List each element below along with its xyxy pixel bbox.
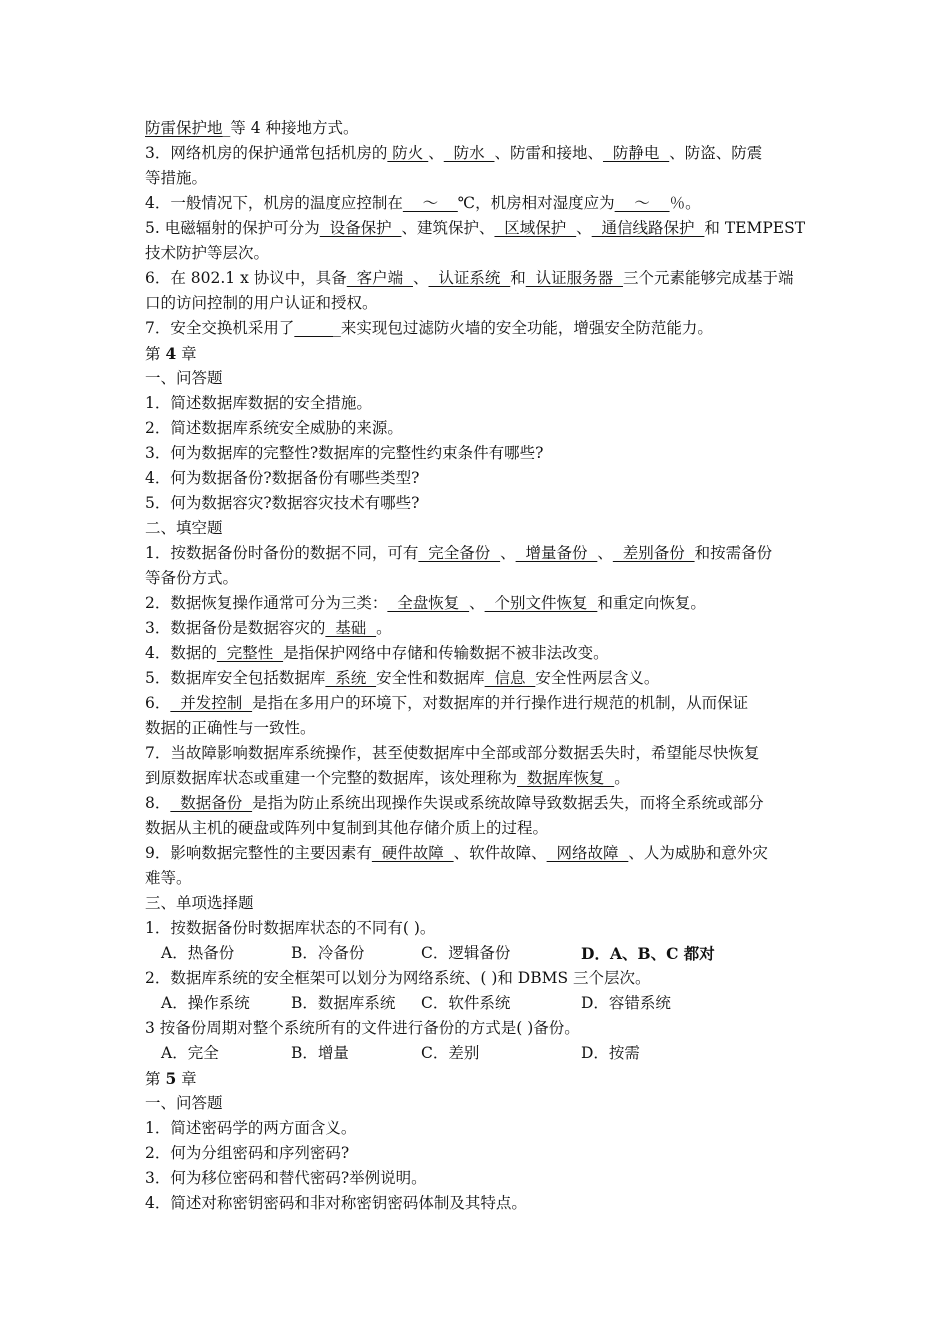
text-segment: 1．简述密码学的两方面含义。 [145, 1119, 357, 1137]
fill-in-answer: 数据备份 [170, 794, 253, 812]
text-segment: 9．影响数据完整性的主要因素有 [145, 844, 372, 862]
fill-in-answer: 全盘恢复 [387, 594, 470, 612]
fill-in-answer: _____ [294, 319, 334, 337]
text-segment: 。 [376, 619, 392, 637]
text-segment: 第 [145, 345, 166, 363]
text-segment: 。 [614, 769, 630, 787]
text-line [145, 891, 810, 916]
text-segment: 4．何为数据备份?数据备份有哪些类型? [145, 469, 420, 487]
choice-option: D．按需 [581, 1044, 640, 1062]
text-segment: 8． [145, 794, 171, 812]
text-segment: 到原数据库状态或重建一个完整的数据库，该处理称为 [145, 769, 518, 787]
text-line [145, 716, 810, 741]
text-line [145, 416, 810, 441]
fill-in-answer: 个别文件恢复 [484, 594, 598, 612]
fill-in-answer: 增量备份 [515, 544, 598, 562]
fill-in-answer: 设备保护 [319, 219, 402, 237]
text-segment: 是指在多用户的环境下，对数据库的并行操作进行规范的机制，从而保证 [252, 694, 749, 712]
fill-in-answer: 客户端 [346, 269, 413, 287]
fill-in-answer: 数据库恢复 [517, 769, 615, 787]
choice-options-row [145, 991, 810, 1016]
text-segment: 安全性和数据库 [376, 669, 485, 687]
fill-in-answer: 并发控制 [170, 694, 253, 712]
text-segment: 是指保护网络中存储和传输数据不被非法改变。 [283, 644, 609, 662]
fill-in-answer: 认证系统 [428, 269, 511, 287]
text-line [145, 191, 810, 216]
text-segment: 、建筑保护、 [401, 219, 495, 237]
choice-option: D．A、B、C 都对 [581, 944, 715, 963]
text-segment: 和 TEMPEST [704, 219, 806, 237]
fill-in-answer: 防静电 [602, 144, 670, 162]
text-segment: 3 按备份周期对整个系统所有的文件进行备份的方式是( )备份。 [145, 1019, 580, 1037]
fill-in-answer: 完全备份 [418, 544, 501, 562]
text-segment: 、人为威胁和意外灾 [628, 844, 768, 862]
text-line [145, 516, 810, 541]
choice-option: A．完全 [161, 1044, 219, 1062]
text-segment: 和按需备份 [694, 544, 773, 562]
text-segment: 技术防护等层次。 [145, 244, 270, 262]
text-segment: 、防雷和接地、 [494, 144, 603, 162]
text-segment: 、 [412, 269, 429, 287]
text-segment: 、 [597, 544, 613, 562]
text-segment: 4．数据的 [145, 644, 217, 662]
choice-option: C．逻辑备份 [421, 944, 511, 962]
text-segment: 6． [145, 694, 171, 712]
text-line [145, 1091, 810, 1116]
fill-in-answer: 认证服务器 [525, 269, 623, 287]
text-segment: 5．数据库安全包括数据库 [145, 669, 326, 687]
text-line [145, 1191, 810, 1216]
text-segment: _等 4 种接地方式。 [222, 119, 359, 137]
text-line [145, 141, 810, 166]
text-segment: 3．何为数据库的完整性?数据库的完整性约束条件有哪些? [145, 444, 544, 462]
text-line [145, 591, 810, 616]
text-segment: 和重定向恢复。 [597, 594, 706, 612]
text-segment: 4．简述对称密钥密码和非对称密钥密码体制及其特点。 [145, 1194, 527, 1212]
choice-option: B．冷备份 [291, 944, 365, 962]
text-segment: 章 [176, 1070, 197, 1088]
text-segment: 2．数据恢复操作通常可分为三类： [145, 594, 388, 612]
text-line [145, 1066, 810, 1091]
text-segment: 口的访问控制的用户认证和授权。 [145, 294, 378, 312]
chapter-number: 5 [165, 1069, 177, 1088]
text-line [145, 841, 810, 866]
text-segment: 章 [176, 345, 197, 363]
text-segment: 三、单项选择题 [145, 894, 254, 912]
text-segment: 一、问答题 [145, 1094, 223, 1112]
text-segment: 1．按数据备份时数据库状态的不同有( )。 [145, 919, 436, 937]
chapter-number: 4 [165, 344, 177, 363]
text-segment: 是指为防止系统出现操作失误或系统故障导致数据丢失，而将全系统或部分 [252, 794, 764, 812]
choice-options-row [145, 941, 810, 966]
fill-in-answer: 差别备份 [612, 544, 695, 562]
fill-in-answer: 完整性 [216, 644, 284, 662]
text-segment: 二、填空题 [145, 519, 223, 537]
text-line [145, 666, 810, 691]
text-segment: 一、问答题 [145, 369, 223, 387]
text-line [145, 916, 810, 941]
text-line [145, 291, 810, 316]
text-segment: 3．何为移位密码和替代密码?举例说明。 [145, 1169, 427, 1187]
text-segment: 、防盗、防震 [669, 144, 763, 162]
text-segment: 2．何为分组密码和序列密码? [145, 1144, 350, 1162]
text-segment: 3．网络机房的保护通常包括机房的 [145, 144, 388, 162]
text-segment: 5．何为数据容灾?数据容灾技术有哪些? [145, 494, 420, 512]
choice-option: A．热备份 [161, 944, 235, 962]
fill-in-answer: 系统 [325, 669, 377, 687]
text-line [145, 1116, 810, 1141]
fill-in-answer: 区域保护 [494, 219, 577, 237]
text-line [145, 616, 810, 641]
fill-in-answer: 防雷保护地 [145, 119, 223, 137]
text-line [145, 566, 810, 591]
text-line [145, 466, 810, 491]
fill-in-answer: 硬件故障 [371, 844, 454, 862]
text-line [145, 366, 810, 391]
text-segment: 等措施。 [145, 169, 208, 187]
text-line [145, 791, 810, 816]
text-line [145, 241, 810, 266]
text-segment: 4．一般情况下，机房的温度应控制在 [145, 194, 403, 212]
fill-in-answer: 防水 [443, 144, 495, 162]
fill-in-answer: 信息 [484, 669, 536, 687]
fill-in-answer: 基础 [325, 619, 377, 637]
text-segment: 7．当故障影响数据库系统操作，甚至使数据库中全部或部分数据丢失时，希望能尽快恢复 [145, 744, 760, 762]
text-segment: 、 [428, 144, 444, 162]
text-segment: 7．安全交换机采用了 [145, 319, 295, 337]
text-line [145, 441, 810, 466]
text-line [145, 816, 810, 841]
text-line [145, 866, 810, 891]
choice-option: B．数据库系统 [291, 994, 396, 1012]
text-segment: ℃，机房相对湿度应为 [457, 194, 615, 212]
fill-in-answer: ～ [614, 194, 670, 212]
text-segment: 、 [500, 544, 516, 562]
text-line [145, 691, 810, 716]
document-body [145, 116, 810, 1216]
choice-option: C．差别 [421, 1044, 480, 1062]
text-line [145, 541, 810, 566]
text-line [145, 1016, 810, 1041]
text-line [145, 341, 810, 366]
text-segment: 2．数据库系统的安全框架可以划分为网络系统、( )和 DBMS 三个层次。 [145, 969, 651, 987]
text-segment: 等备份方式。 [145, 569, 239, 587]
text-line [145, 391, 810, 416]
text-segment: ％。 [669, 194, 701, 212]
text-segment: 、 [576, 219, 592, 237]
fill-in-answer: 网络故障 [546, 844, 629, 862]
text-line [145, 1141, 810, 1166]
fill-in-answer: ～ [402, 194, 458, 212]
text-segment: 、 [469, 594, 485, 612]
text-segment: 和 [510, 269, 526, 287]
text-line [145, 966, 810, 991]
text-line [145, 1166, 810, 1191]
text-line [145, 216, 810, 241]
text-segment: 难等。 [145, 869, 192, 887]
text-segment: 2．简述数据库系统安全威胁的来源。 [145, 419, 403, 437]
text-line [145, 491, 810, 516]
text-line [145, 166, 810, 191]
fill-in-answer: 防火 [387, 144, 429, 162]
text-segment: 安全性两层含义。 [535, 669, 660, 687]
choice-option: A．操作系统 [161, 994, 250, 1012]
text-line [145, 741, 810, 766]
text-line [145, 316, 810, 341]
text-segment: 数据从主机的硬盘或阵列中复制到其他存储介质上的过程。 [145, 819, 549, 837]
text-line [145, 766, 810, 791]
text-segment: 1．按数据备份时备份的数据不同，可有 [145, 544, 419, 562]
text-segment: 1．简述数据库数据的安全措施。 [145, 394, 372, 412]
text-segment: 三个元素能够完成基于端 [622, 269, 794, 287]
text-line [145, 116, 810, 141]
choice-options-row [145, 1041, 810, 1066]
text-line [145, 266, 810, 291]
fill-in-answer: 通信线路保护 [591, 219, 705, 237]
choice-option: D．容错系统 [581, 994, 671, 1012]
text-segment: 6．在 802.1 x 协议中，具备 [145, 269, 347, 287]
choice-option: B．增量 [291, 1044, 349, 1062]
text-line [145, 641, 810, 666]
choice-option: C．软件系统 [421, 994, 511, 1012]
text-segment: 第 [145, 1070, 166, 1088]
text-segment: _来实现包过滤防火墙的安全功能，增强安全防范能力。 [333, 319, 713, 337]
text-segment: 、软件故障、 [453, 844, 547, 862]
text-segment: 数据的正确性与一致性。 [145, 719, 316, 737]
text-segment: 3．数据备份是数据容灾的 [145, 619, 326, 637]
text-segment: 5. 电磁辐射的保护可分为 [145, 219, 320, 237]
